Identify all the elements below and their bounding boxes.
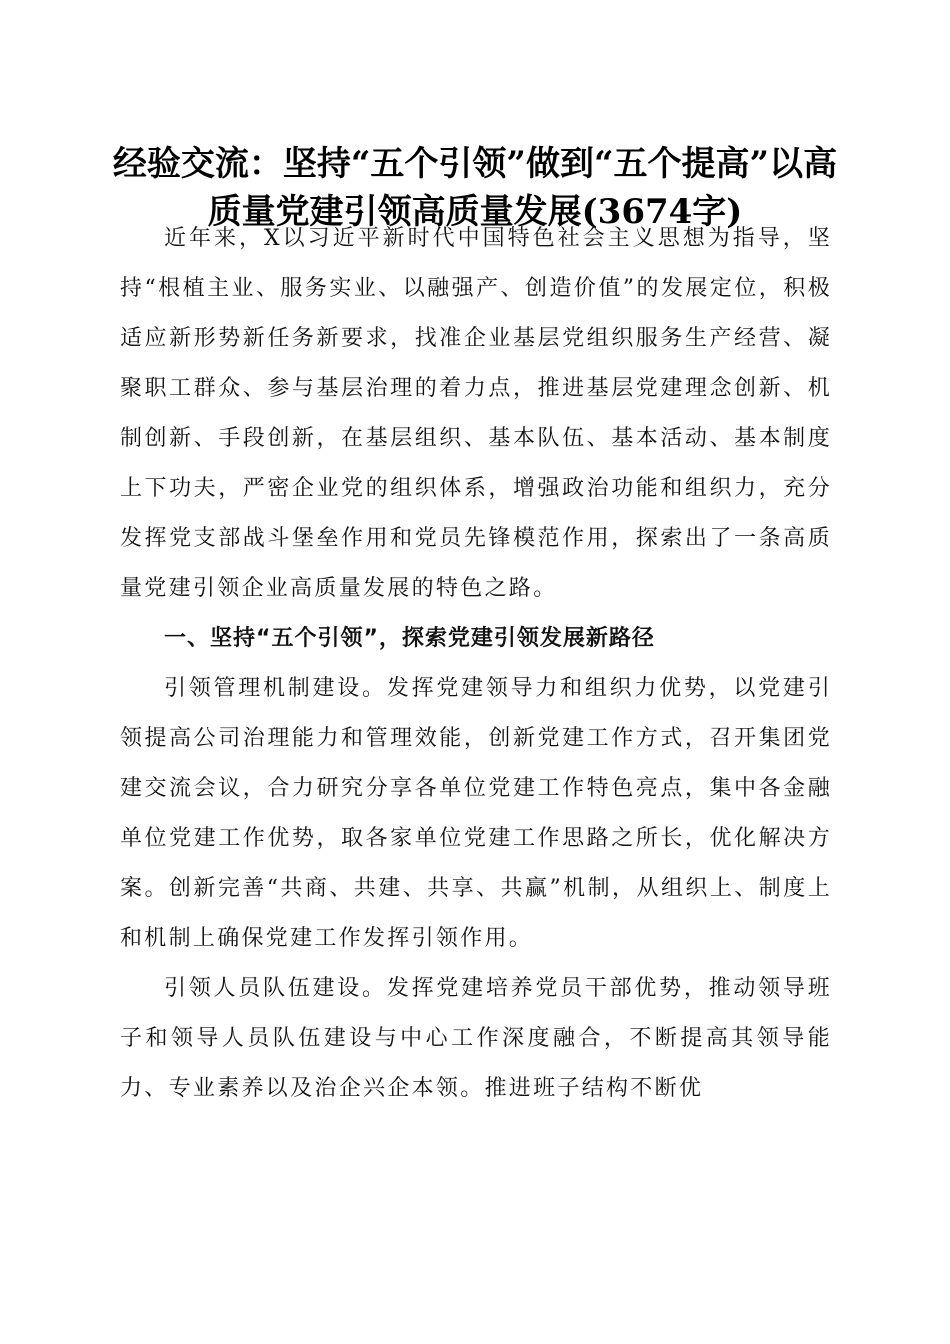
section-paragraph: 引领管理机制建设。发挥党建领导力和组织力优势，以党建引领提高公司治理能力和管理效能，创新党建工作方式，召开集团党建交流会议，合力研究分享各单位党建工作特色亮点，集中各金融单位党建工作优势，取各家单位党建工作思路之所长，优化解决方案。创新完善“共商、共建、共享、共赢”机制，从组织上、制度上和机制上确保党建工作发挥引领作用。 bbox=[120, 676, 832, 951]
section-paragraph: 引领人员队伍建设。发挥党建培养党员干部优势，推动领导班子和领导人员队伍建设与中心工作深度融合，不断提高其领导能力、专业素养以及治企兴企本领。推进班子结构不断优 bbox=[120, 976, 832, 1101]
intro-paragraph: 近年来，X以习近平新时代中国特色社会主义思想为指导，坚持“根植主业、服务实业、以融强产、创造价值”的发展定位，积极适应新形势新任务新要求，找准企业基层党组织服务生产经营、凝聚职工群众、参与基层治理的着力点，推进基层党建理念创新、机制创新、手段创新，在基层组织、基本队伍、基本活动、基本制度上下功夫，严密企业党的组织体系，增强政治功能和组织力，充分发挥党支部战斗堡垒作用和党员先锋模范作用，探索出了一条高质量党建引领企业高质量发展的特色之路。 bbox=[120, 226, 832, 601]
document-body bbox=[120, 214, 832, 1114]
section-heading: 一、坚持“五个引领”，探索党建引领发展新路径 bbox=[164, 626, 655, 651]
document-title: 经验交流：坚持“五个引领”做到“五个提高”以高质量党建引领高质量发展(3674字) bbox=[112, 144, 838, 232]
